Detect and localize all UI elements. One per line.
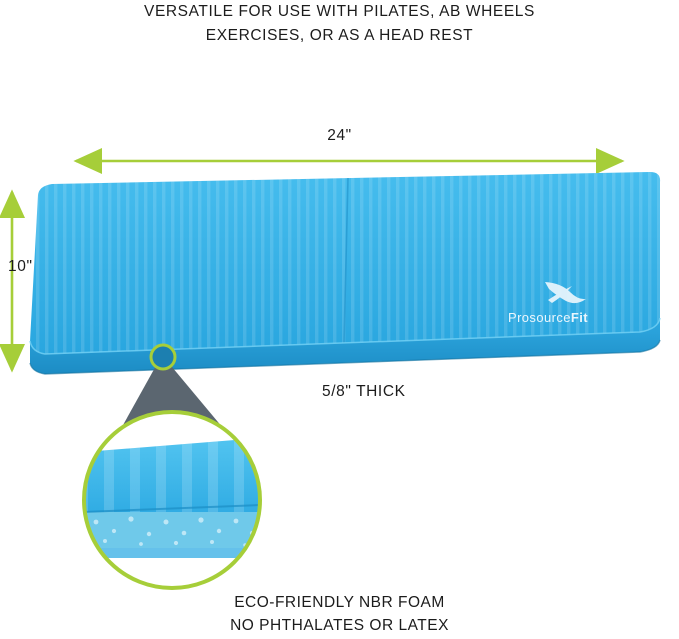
width-dimension-label: 24" [327, 127, 352, 144]
headline-line-1: VERSATILE FOR USE WITH PILATES, AB WHEELS [144, 3, 535, 20]
thickness-dimension-label: 5/8" THICK [322, 383, 406, 400]
zoom-detail-circle [84, 412, 260, 588]
exercise-mat [30, 172, 660, 374]
height-dimension-label: 10" [8, 258, 33, 275]
headline-line-2: EXERCISES, OR AS A HEAD REST [205, 27, 474, 44]
brand-name-bold: Fit [570, 310, 588, 325]
brand-name-light: Prosource [508, 310, 571, 325]
footer-line-1: ECO-FRIENDLY NBR FOAM [234, 594, 445, 611]
footer-line-2: NO PHTHALATES OR LATEX [230, 617, 449, 634]
brand-wordmark [508, 310, 588, 325]
footer-text [0, 591, 679, 637]
